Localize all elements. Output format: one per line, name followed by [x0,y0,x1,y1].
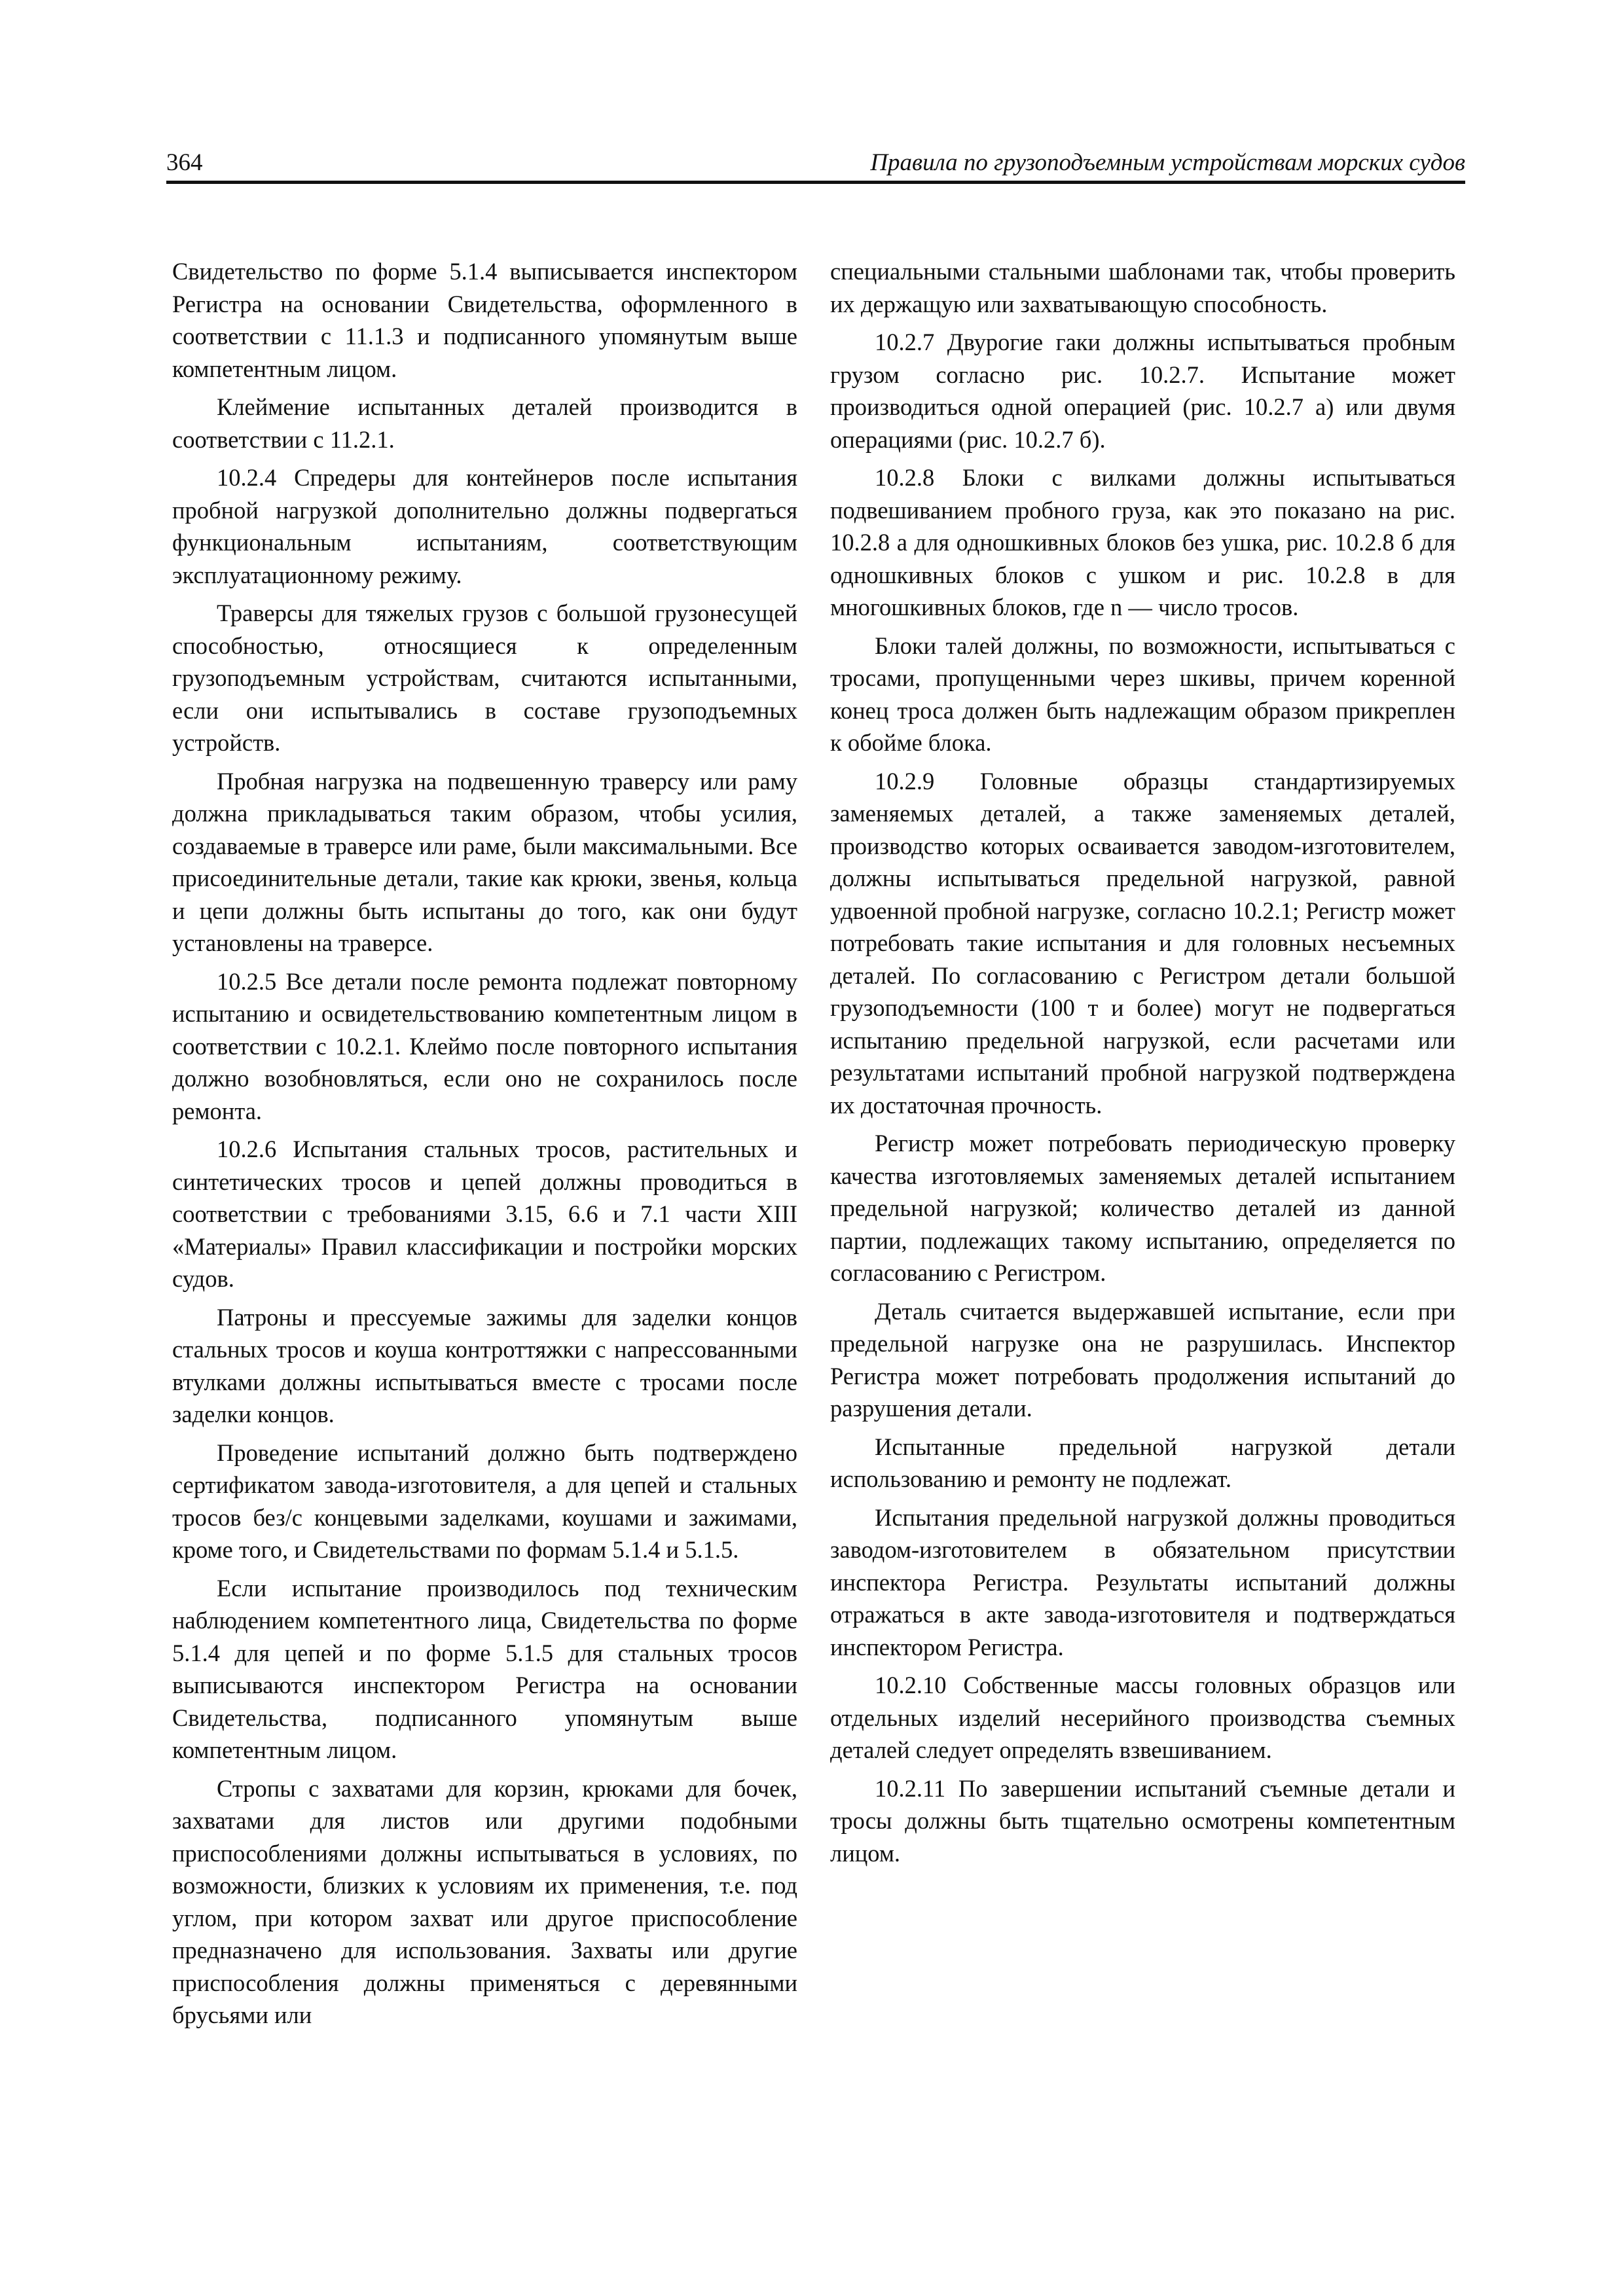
running-title: Правила по грузоподъемным устройствам морских судов [870,149,1465,176]
paragraph: Деталь считается выдержавшей испытание, если при предельной нагрузке она не разрушилась. Инспектор Регистра может потребовать продолжения испытаний до разрушения детали. [830,1297,1455,1422]
page-number: 364 [166,149,203,176]
header-rule [166,181,1465,184]
left-column [172,255,797,2032]
paragraph: Если испытание производилось под техническим наблюдением компетентного лица, Свидетельства по форме 5.1.4 для цепей и по форме 5.1.5 для стальных тросов выписываются инспектором Регистра на основании Свидетельства, подписанного упомянутым выше компетентным лицом. [172,1574,797,1763]
paragraph: Блоки талей должны, по возможности, испытываться с тросами, пропущенными через шкивы, причем коренной конец троса должен быть надлежащим образом прикреплен к обойме блока. [830,632,1455,756]
paragraph: Регистр может потребовать периодическую проверку качества изготовляемых заменяемых деталей испытанием предельной нагрузкой; количество деталей из данной партии, подлежащих такому испытанию, определяется по согласованию с Регистром. [830,1130,1455,1286]
paragraph: Испытанные предельной нагрузкой детали использованию и ремонту не подлежат. [830,1433,1455,1492]
paragraph: 10.2.10 Собственные массы головных образцов или отдельных изделий несерийного производства съемных деталей следует определять взвешиванием. [830,1672,1455,1763]
paragraph: 10.2.6 Испытания стальных тросов, растительных и синтетических тросов и цепей должны проводиться в соответствии с требованиями 3.15, 6.6 и 7.1 части XIII «Материалы» Правил классификации и постройки морских судов. [172,1136,797,1292]
paragraph: Проведение испытаний должно быть подтверждено сертификатом завода-изготовителя, а для цепей и стальных тросов без/с концевыми заделками, коушами и зажимами, кроме того, и Свидетельствами по формам 5.1.4 и 5.1.5. [172,1439,797,1563]
paragraph: Пробная нагрузка на подвешенную траверсу или раму должна прикладываться таким образом, чтобы усилия, создаваемые в траверсе или раме, были максимальными. Все присоединительные детали, такие как крюки, звенья, кольца и цепи должны быть испытаны до того, как они будут установлены на траверсе. [172,767,797,956]
paragraph: 10.2.4 Спредеры для контейнеров после испытания пробной нагрузкой дополнительно должны подвергаться функциональным испытаниям, соответствующим эксплуатационному режиму. [172,464,797,588]
page-header [166,148,1465,181]
paragraph: специальными стальными шаблонами так, чтобы проверить их держащую или захватывающую способность. [830,258,1455,317]
paragraph: Траверсы для тяжелых грузов с большой грузонесущей способностью, относящиеся к определенным грузоподъемным устройствам, считаются испытанными, если они испытывались в составе грузоподъемных устройств. [172,600,797,756]
paragraph: Клеймение испытанных деталей производится в соответствии с 11.2.1. [172,393,797,453]
paragraph: 10.2.5 Все детали после ремонта подлежат повторному испытанию и освидетельствованию компетентным лицом в соответствии с 10.2.1. Клеймо после повторного испытания должно возобновляться, если оно не сохранилось после ремонта. [172,967,797,1124]
paragraph: Стропы с захватами для корзин, крюками для бочек, захватами для листов или другими подобными приспособлениями должны испытываться в условиях, по возможности, близких к условиям их применения, т.е. под углом, при котором захват или другое приспособление предназначено для использования. Захваты или другие приспособления должны применяться с деревянными брусьями или [172,1774,797,2028]
paragraph: 10.2.7 Двурогие гаки должны испытываться пробным грузом согласно рис. 10.2.7. Испытание может производиться одной операцией (рис. 10.2.7 а) или двумя операциями (рис. 10.2.7 б). [830,329,1455,453]
paragraph: Патроны и прессуемые зажимы для заделки концов стальных тросов и коуша контроттяжки с напрессованными втулками должны испытываться вместе с тросами после заделки концов. [172,1303,797,1427]
paragraph: Свидетельство по форме 5.1.4 выписывается инспектором Регистра на основании Свидетельства, оформленного в соответствии с 11.1.3 и подписанного упомянутым выше компетентным лицом. [172,258,797,382]
right-column [830,255,1455,1869]
paragraph: Испытания предельной нагрузкой должны проводиться заводом-изготовителем в обязательном присутствии инспектора Регистра. Результаты испытаний должны отражаться в акте завода-изготовителя и подтверждаться инспектором Регистра. [830,1503,1455,1660]
paragraph: 10.2.9 Головные образцы стандартизируемых заменяемых деталей, а также заменяемых деталей, производство которых осваивается заводом-изготовителем, должны испытываться предельной нагрузкой, равной удвоенной пробной нагрузке, согласно 10.2.1; Регистр может потребовать такие испытания и для головных несъемных деталей. По согласованию с Регистром детали большой грузоподъемности (100 т и более) могут не подвергаться испытанию предельной нагрузкой, если расчетами или результатами испытаний пробной нагрузкой подтверждена их достаточная прочность. [830,767,1455,1119]
paragraph: 10.2.11 По завершении испытаний съемные детали и тросы должны быть тщательно осмотрены компетентным лицом. [830,1774,1455,1867]
paragraph: 10.2.8 Блоки с вилками должны испытываться подвешиванием пробного груза, как это показано на рис. 10.2.8 а для одношкивных блоков без ушка, рис. 10.2.8 б для одношкивных блоков с ушком и рис. 10.2.8 в для многошкивных блоков, где n — число тросов. [830,464,1455,620]
